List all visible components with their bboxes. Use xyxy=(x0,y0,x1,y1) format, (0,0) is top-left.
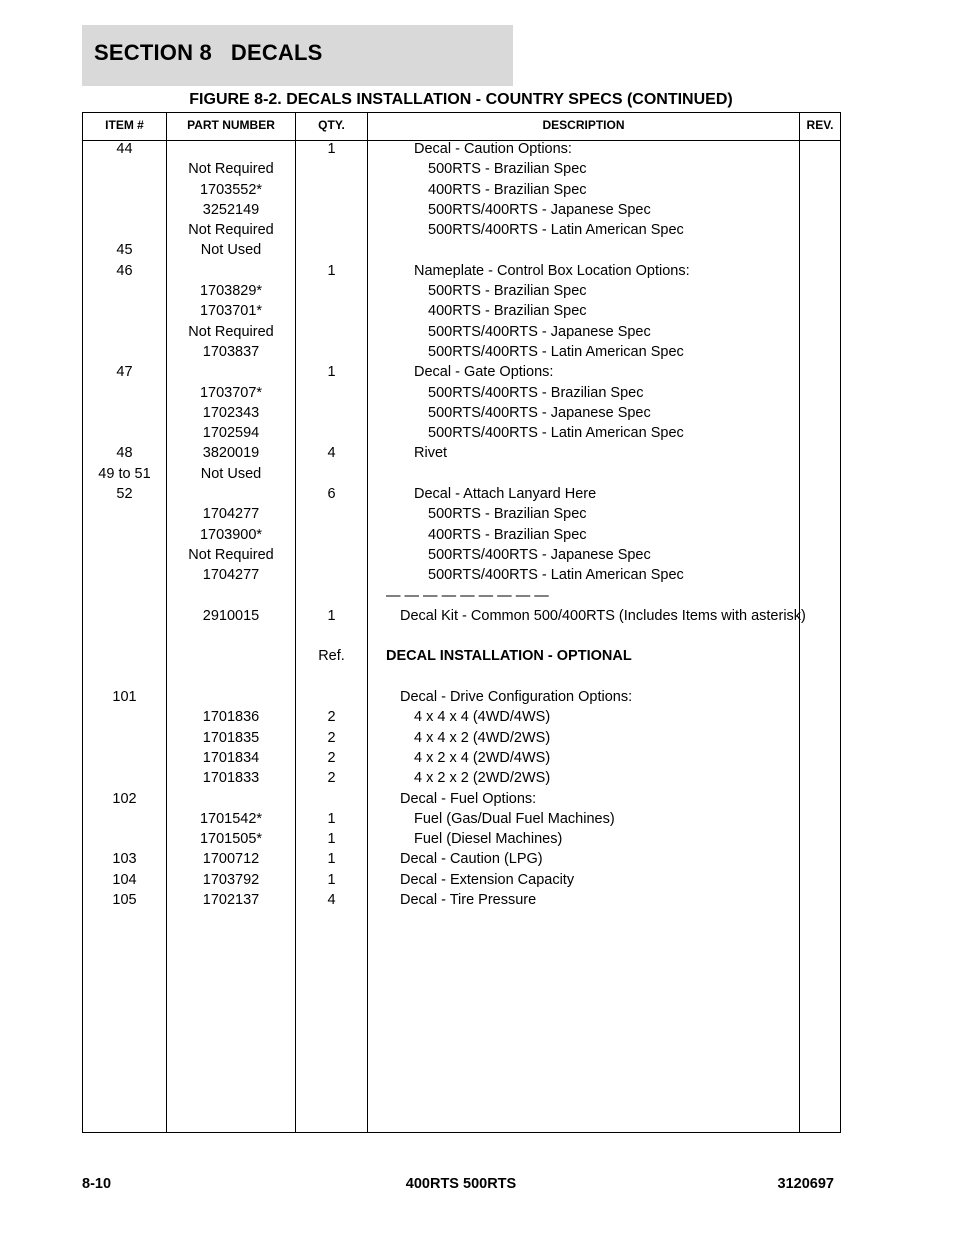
cell-part-number: 1701833 xyxy=(202,770,260,787)
cell-description: 500RTS - Brazilian Spec xyxy=(428,161,587,178)
table-row xyxy=(83,689,840,709)
cell-item: 52 xyxy=(116,486,133,503)
cell-description: Decal - Attach Lanyard Here xyxy=(414,486,597,503)
cell-description: Decal - Extension Capacity xyxy=(400,871,575,888)
cell-part-number: 1703701* xyxy=(199,303,263,320)
cell-description: 500RTS/400RTS - Japanese Spec xyxy=(428,201,651,218)
table-row xyxy=(83,202,840,222)
cell-qty: 6 xyxy=(327,486,336,503)
cell-description: 500RTS/400RTS - Japanese Spec xyxy=(428,546,651,563)
cell-description: Fuel (Diesel Machines) xyxy=(414,831,563,848)
figure-title: FIGURE 8-2. DECALS INSTALLATION - COUNTRY SPECS (CONTINUED) xyxy=(189,91,733,108)
table-row xyxy=(83,648,840,668)
table-row xyxy=(83,730,840,750)
table-body xyxy=(83,141,840,912)
cell-item: 46 xyxy=(116,262,133,279)
section-banner xyxy=(82,25,513,86)
cell-part-number: 3252149 xyxy=(202,201,260,218)
cell-qty: 1 xyxy=(327,607,336,624)
cell-item: 102 xyxy=(112,790,137,807)
table-row xyxy=(83,851,840,871)
cell-part-number: 1704277 xyxy=(202,567,260,584)
header-qty: QTY. xyxy=(318,118,345,132)
table-row xyxy=(83,791,840,811)
cell-qty: 2 xyxy=(327,729,336,746)
cell-part-number: 3820019 xyxy=(202,445,260,462)
cell-description: Rivet xyxy=(414,445,448,462)
table-row xyxy=(83,831,840,851)
cell-description: 4 x 2 x 2 (2WD/2WS) xyxy=(414,770,551,787)
table-row xyxy=(83,182,840,202)
cell-item: 104 xyxy=(112,871,137,888)
table-row xyxy=(83,405,840,425)
cell-description: Decal - Gate Options: xyxy=(414,364,554,381)
cell-description: 500RTS - Brazilian Spec xyxy=(428,506,587,523)
cell-part-number: Not Required xyxy=(188,323,274,340)
cell-part-number: 1703707* xyxy=(199,384,263,401)
table-row xyxy=(83,303,840,323)
cell-part-number: Not Used xyxy=(200,465,262,482)
cell-part-number: 1701505* xyxy=(199,831,263,848)
cell-qty: Ref. xyxy=(318,648,345,665)
cell-description: 500RTS - Brazilian Spec xyxy=(428,283,587,300)
cell-description: Decal - Drive Configuration Options: xyxy=(400,689,633,706)
table-row xyxy=(83,222,840,242)
cell-part-number: Not Required xyxy=(188,161,274,178)
cell-description: 500RTS/400RTS - Latin American Spec xyxy=(428,425,684,442)
table-row xyxy=(83,506,840,526)
cell-qty: 1 xyxy=(327,831,336,848)
table-row xyxy=(83,324,840,344)
table-row xyxy=(83,445,840,465)
section-title: SECTION 8 DECALS xyxy=(94,40,323,65)
cell-part-number: 1703552* xyxy=(199,181,263,198)
cell-qty: 2 xyxy=(327,770,336,787)
cell-description: DECAL INSTALLATION - OPTIONAL xyxy=(386,648,632,665)
cell-part-number: Not Required xyxy=(188,222,274,239)
cell-part-number: 1703837 xyxy=(202,343,260,360)
cell-part-number: 1702343 xyxy=(202,404,260,421)
cell-part-number: Not Used xyxy=(200,242,262,259)
cell-item: 49 to 51 xyxy=(98,465,151,482)
table-row xyxy=(83,263,840,283)
table-row xyxy=(83,608,840,628)
cell-description: 400RTS - Brazilian Spec xyxy=(428,526,587,543)
cell-description: 400RTS - Brazilian Spec xyxy=(428,181,587,198)
cell-description: 500RTS/400RTS - Latin American Spec xyxy=(428,343,684,360)
cell-item: 44 xyxy=(116,141,133,157)
cell-item: 45 xyxy=(116,242,133,259)
cell-description: 500RTS/400RTS - Japanese Spec xyxy=(428,404,651,421)
cell-qty: 1 xyxy=(327,364,336,381)
table-row xyxy=(83,872,840,892)
table-row xyxy=(83,141,840,161)
table-row xyxy=(83,364,840,384)
cell-item: 103 xyxy=(112,851,137,868)
header-description: DESCRIPTION xyxy=(542,118,625,132)
cell-description: Decal - Caution (LPG) xyxy=(400,851,543,868)
footer-doc-number: 3120697 xyxy=(777,1176,834,1192)
cell-item: 47 xyxy=(116,364,133,381)
table-row xyxy=(83,567,840,587)
table-row xyxy=(83,486,840,506)
cell-part-number: 1701542* xyxy=(199,810,263,827)
table-row xyxy=(83,385,840,405)
cell-qty: 4 xyxy=(327,891,336,908)
cell-description: Decal - Caution Options: xyxy=(414,141,572,157)
cell-description: 4 x 4 x 4 (4WD/4WS) xyxy=(414,709,551,726)
parts-table xyxy=(82,112,841,1133)
table-row xyxy=(83,161,840,181)
cell-part-number: 1701835 xyxy=(202,729,260,746)
cell-qty: 4 xyxy=(327,445,336,462)
header-rev: REV. xyxy=(806,118,834,132)
cell-item: 105 xyxy=(112,891,137,908)
cell-description: Nameplate - Control Box Location Options: xyxy=(414,262,690,279)
cell-description: 500RTS/400RTS - Brazilian Spec xyxy=(428,384,644,401)
cell-description: Fuel (Gas/Dual Fuel Machines) xyxy=(414,810,615,827)
footer-model: 400RTS 500RTS xyxy=(405,1176,517,1192)
cell-item: 48 xyxy=(116,445,133,462)
footer-page-number: 8-10 xyxy=(82,1176,112,1192)
cell-description: 400RTS - Brazilian Spec xyxy=(428,303,587,320)
cell-qty: 1 xyxy=(327,262,336,279)
cell-part-number: 1702594 xyxy=(202,425,260,442)
cell-description: 4 x 4 x 2 (4WD/2WS) xyxy=(414,729,551,746)
table-row xyxy=(83,811,840,831)
cell-part-number: Not Required xyxy=(188,546,274,563)
table-row xyxy=(83,283,840,303)
header-part-number: PART NUMBER xyxy=(187,118,275,132)
cell-qty: 1 xyxy=(327,871,336,888)
cell-qty: 2 xyxy=(327,709,336,726)
cell-description: Decal Kit - Common 500/400RTS (Includes Items with asterisk) xyxy=(400,607,806,624)
cell-qty: 1 xyxy=(327,141,336,157)
table-row xyxy=(83,628,840,648)
cell-part-number: 1704277 xyxy=(202,506,260,523)
cell-item: 101 xyxy=(112,689,137,706)
cell-part-number: 1700712 xyxy=(202,851,260,868)
cell-description: — — — — — — — — — xyxy=(386,587,549,604)
table-row xyxy=(83,750,840,770)
table-row xyxy=(83,242,840,262)
cell-description: Decal - Fuel Options: xyxy=(400,790,537,807)
table-row xyxy=(83,547,840,567)
cell-description: 4 x 2 x 4 (2WD/4WS) xyxy=(414,749,551,766)
table-row xyxy=(83,892,840,912)
table-row xyxy=(83,527,840,547)
cell-part-number: 1703829* xyxy=(199,283,263,300)
table-row xyxy=(83,344,840,364)
cell-description: 500RTS/400RTS - Latin American Spec xyxy=(428,567,684,584)
table-row xyxy=(83,588,840,608)
cell-description: Decal - Tire Pressure xyxy=(400,891,537,908)
table-row xyxy=(83,669,840,689)
table-header xyxy=(83,113,840,141)
cell-part-number: 1701834 xyxy=(202,749,260,766)
table-row xyxy=(83,770,840,790)
cell-part-number: 2910015 xyxy=(202,607,260,624)
table-row xyxy=(83,709,840,729)
cell-qty: 1 xyxy=(327,810,336,827)
cell-part-number: 1701836 xyxy=(202,709,260,726)
header-item: ITEM # xyxy=(105,118,144,132)
cell-qty: 1 xyxy=(327,851,336,868)
cell-qty: 2 xyxy=(327,749,336,766)
table-row xyxy=(83,425,840,445)
table-row xyxy=(83,466,840,486)
cell-part-number: 1702137 xyxy=(202,891,260,908)
cell-description: 500RTS/400RTS - Japanese Spec xyxy=(428,323,651,340)
cell-part-number: 1703900* xyxy=(199,526,263,543)
cell-part-number: 1703792 xyxy=(202,871,260,888)
cell-description: 500RTS/400RTS - Latin American Spec xyxy=(428,222,684,239)
